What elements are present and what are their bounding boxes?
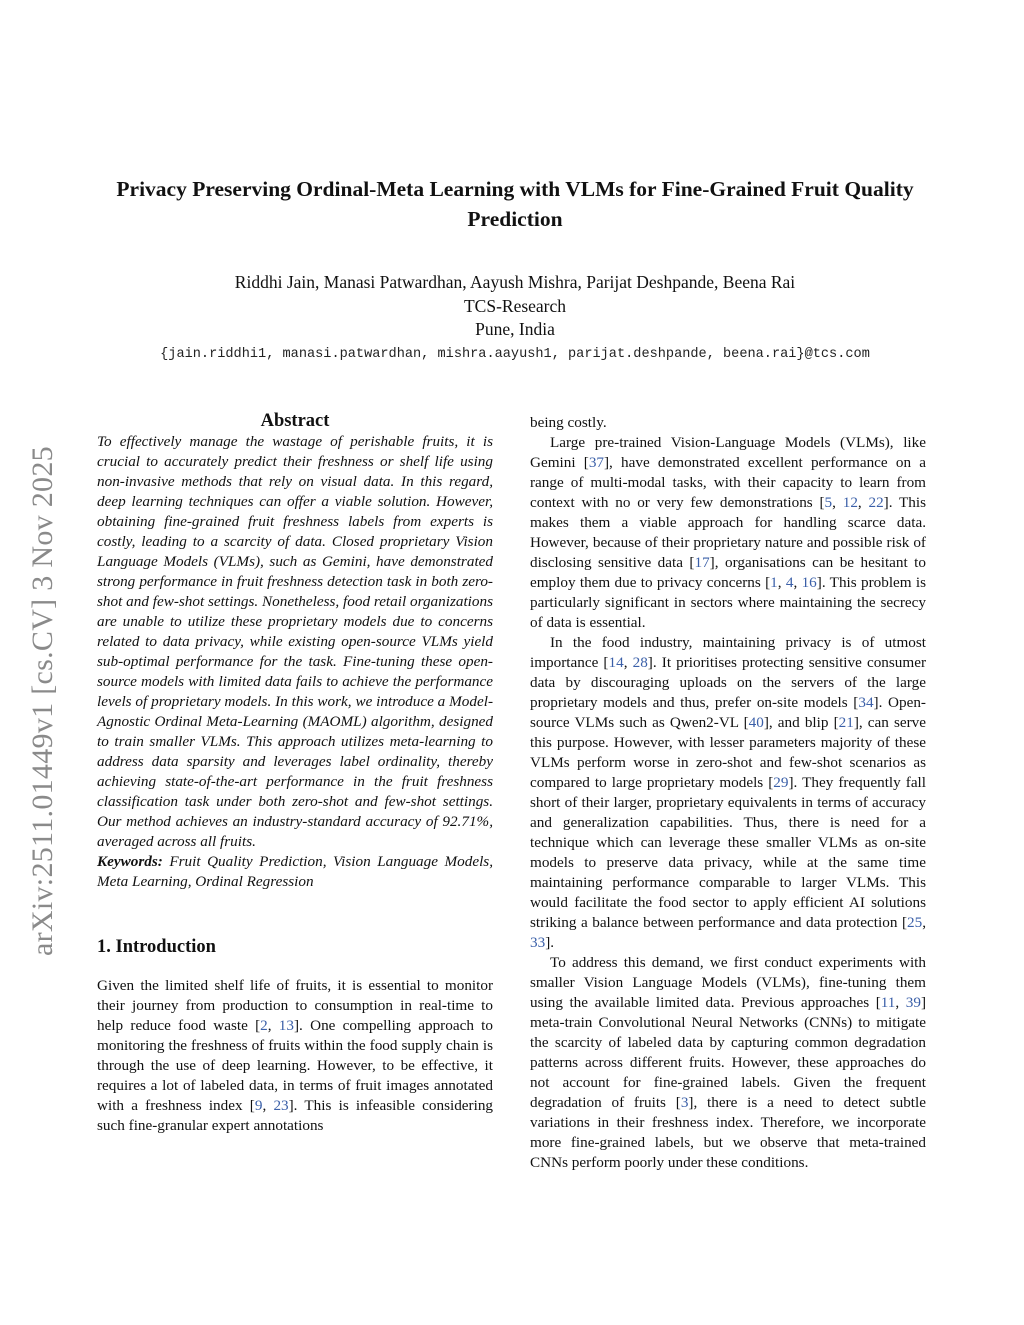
text-run: To address this demand, we first conduct experiments with smaller Vision Language Models (VLMs), fine-tuning them using the available limited data. Previous approaches [ — [530, 954, 926, 1011]
text-run: ]. One compelling approach to monitoring the freshness of fruits within the food supply chain is through the use of deep learning. However, to be effective, it requires a lot of labeled data, in terms of fruit images annotated with a freshness index [ — [97, 1017, 493, 1114]
citation-link[interactable]: 25 — [907, 914, 923, 931]
author-emails: {jain.riddhi1, manasi.patwardhan, mishra.aayush1, parijat.deshpande, beena.rai}@tcs.com — [160, 346, 870, 362]
citation-link[interactable]: 3 — [680, 1094, 689, 1111]
text-run: ]. — [545, 934, 555, 951]
body-paragraph-food-industry — [530, 633, 926, 953]
text-run: ], there is a need to detect subtle variations in their freshness index. Therefore, we incorporate more fine-grained labels, but we observe that meta-trained CNNs perform poorly under these conditions. — [530, 1094, 926, 1171]
text-run: , — [895, 994, 906, 1011]
right-column — [530, 413, 926, 1173]
keywords — [97, 852, 493, 892]
citation-link[interactable]: 34 — [858, 694, 874, 711]
text-run: , — [857, 494, 869, 511]
text-run: In the food industry, maintaining privacy is of utmost importance [ — [530, 634, 926, 671]
text-run: ] meta-train Convolutional Neural Networks (CNNs) to mitigate the scarcity of labeled data by capturing common degradation patterns across different fruits. However, these approaches do not account for fine-grained labels. Given the frequent degradation of fruits [ — [530, 994, 927, 1111]
author-list: Riddhi Jain, Manasi Patwardhan, Aayush Mishra, Parijat Deshpande, Beena Rai — [234, 272, 796, 292]
abstract-text: To effectively manage the wastage of perishable fruits, it is crucial to accurately predict their freshness or shelf life using non-invasive methods that rely on visual data. In this regard, deep learning techniques can offer a viable solution. However, obtaining fine-grained fruit freshness labels from experts is costly, leading to a scarcity of data. Closed proprietary Vision Language Models (VLMs), such as Gemini, have demonstrated strong performance in fruit freshness detection task in both zero-shot and few-shot settings. Nonetheless, food retail organizations are unable to utilize these proprietary models due to concerns related to data privacy, while existing open-source VLMs yield sub-optimal performance for the task. Fine-tuning these open-source models with limited data fails to achieve the performance levels of proprietary models. In this work, we introduce a Model-Agnostic Ordinal Meta-Learning (MAOML) algorithm, designed to train smaller VLMs. This approach utilizes meta-learning to address data sparsity and leverages label ordinality, thereby achieving state-of-the-art performance in the fruit freshness classification task under both zero-shot and few-shot settings. Our method achieves an industry-standard accuracy of 92.71%, averaged across all fruits. — [97, 433, 493, 850]
text-run: ], and blip [ — [763, 714, 839, 731]
text-run: , — [262, 1097, 274, 1114]
citation-link[interactable]: 37 — [588, 454, 604, 471]
citation-link[interactable]: 23 — [273, 1097, 289, 1114]
text-run: , — [623, 654, 633, 671]
text-run: , — [777, 574, 786, 591]
body-paragraph-approach — [530, 953, 926, 1173]
text-run: , — [922, 914, 926, 931]
text-run: ]. This makes them a viable approach for handling scarce data. However, because of their proprietary nature and possible risk of disclosing sensitive data [ — [530, 494, 927, 571]
abstract-heading: Abstract — [260, 411, 330, 431]
citation-link[interactable]: 5 — [824, 494, 833, 511]
left-column — [97, 410, 493, 1136]
text-run: ], have demonstrated excellent performance on a range of multi-modal tasks, with their capacity to learn from context with no or very few demonstrations [ — [530, 454, 926, 511]
citation-link[interactable]: 16 — [801, 574, 817, 591]
citation-link[interactable]: 39 — [905, 994, 921, 1011]
citation-link[interactable]: 17 — [694, 554, 710, 571]
citation-link[interactable]: 14 — [608, 654, 624, 671]
keywords-label: Keywords: — [97, 853, 163, 870]
section-heading-introduction: 1. Introduction — [97, 937, 216, 957]
body-paragraph-vlms — [530, 433, 926, 633]
continued-paragraph: being costly. — [530, 414, 607, 431]
citation-link[interactable]: 22 — [868, 494, 884, 511]
author-block — [100, 271, 930, 366]
citation-link[interactable]: 28 — [632, 654, 648, 671]
text-run: ], can serve this purpose. However, with lesser parameters majority of these VLMs perform worse in zero-shot and few-shot scenarios as compared to large proprietary models [ — [530, 714, 926, 791]
text-run: Large pre-trained Vision-Language Models (VLMs), like Gemini [ — [530, 434, 926, 471]
text-run: ]. They frequently fall short of their larger, proprietary equivalents in terms of accuracy and generalization capabilities. Thus, there is need for a technique which can leverage these smaller VLMs as on-site models to preserve data privacy, while at the same time maintaining performance comparable to larger VLMs. This would facilitate the food sector to apply efficient AI solutions striking a balance between performance and data protection [ — [530, 774, 926, 931]
citation-link[interactable]: 11 — [880, 994, 896, 1011]
text-run: ], organisations can be hesitant to employ them due to privacy concerns [ — [530, 554, 926, 591]
citation-link[interactable]: 13 — [278, 1017, 294, 1034]
text-run: ]. It prioritises protecting sensitive consumer data by discouraging uploads on the servers of the large proprietary models and thus, prefer on-site models [ — [530, 654, 927, 711]
citation-link[interactable]: 40 — [748, 714, 764, 731]
citation-link[interactable]: 4 — [785, 574, 794, 591]
text-run: ]. Open-source VLMs such as Qwen2-VL [ — [530, 694, 926, 731]
text-run: Given the limited shelf life of fruits, it is essential to monitor their journey from production to consumption in real-time to help reduce food waste [ — [97, 977, 493, 1034]
citation-link[interactable]: 1 — [770, 574, 778, 591]
citation-link[interactable]: 2 — [260, 1017, 268, 1034]
citation-link[interactable]: 29 — [773, 774, 789, 791]
keywords-list: Fruit Quality Prediction, Vision Language Models, Meta Learning, Ordinal Regression — [97, 853, 494, 890]
intro-paragraph-1 — [97, 976, 493, 1136]
citation-link[interactable]: 12 — [842, 494, 858, 511]
citation-link[interactable]: 9 — [254, 1097, 263, 1114]
citation-link[interactable]: 21 — [838, 714, 854, 731]
paper-title: Privacy Preserving Ordinal-Meta Learning with VLMs for Fine-Grained Fruit Quality Prediction — [116, 177, 914, 231]
citation-link[interactable]: 33 — [530, 934, 546, 951]
text-run: , — [267, 1017, 279, 1034]
affiliation: TCS-Research — [463, 295, 567, 316]
text-run: , — [793, 574, 802, 591]
text-run: , — [832, 494, 843, 511]
location: Pune, India — [475, 319, 555, 339]
arxiv-identifier-stamp: arXiv:2511.01449v1 [cs.CV] 3 Nov 2025 — [26, 446, 59, 956]
text-run: ]. This problem is particularly significant in sectors where maintaining the secrecy of data is essential. — [530, 574, 927, 631]
text-run: ]. This is infeasible considering such fine-granular expert annotations — [97, 1097, 494, 1134]
